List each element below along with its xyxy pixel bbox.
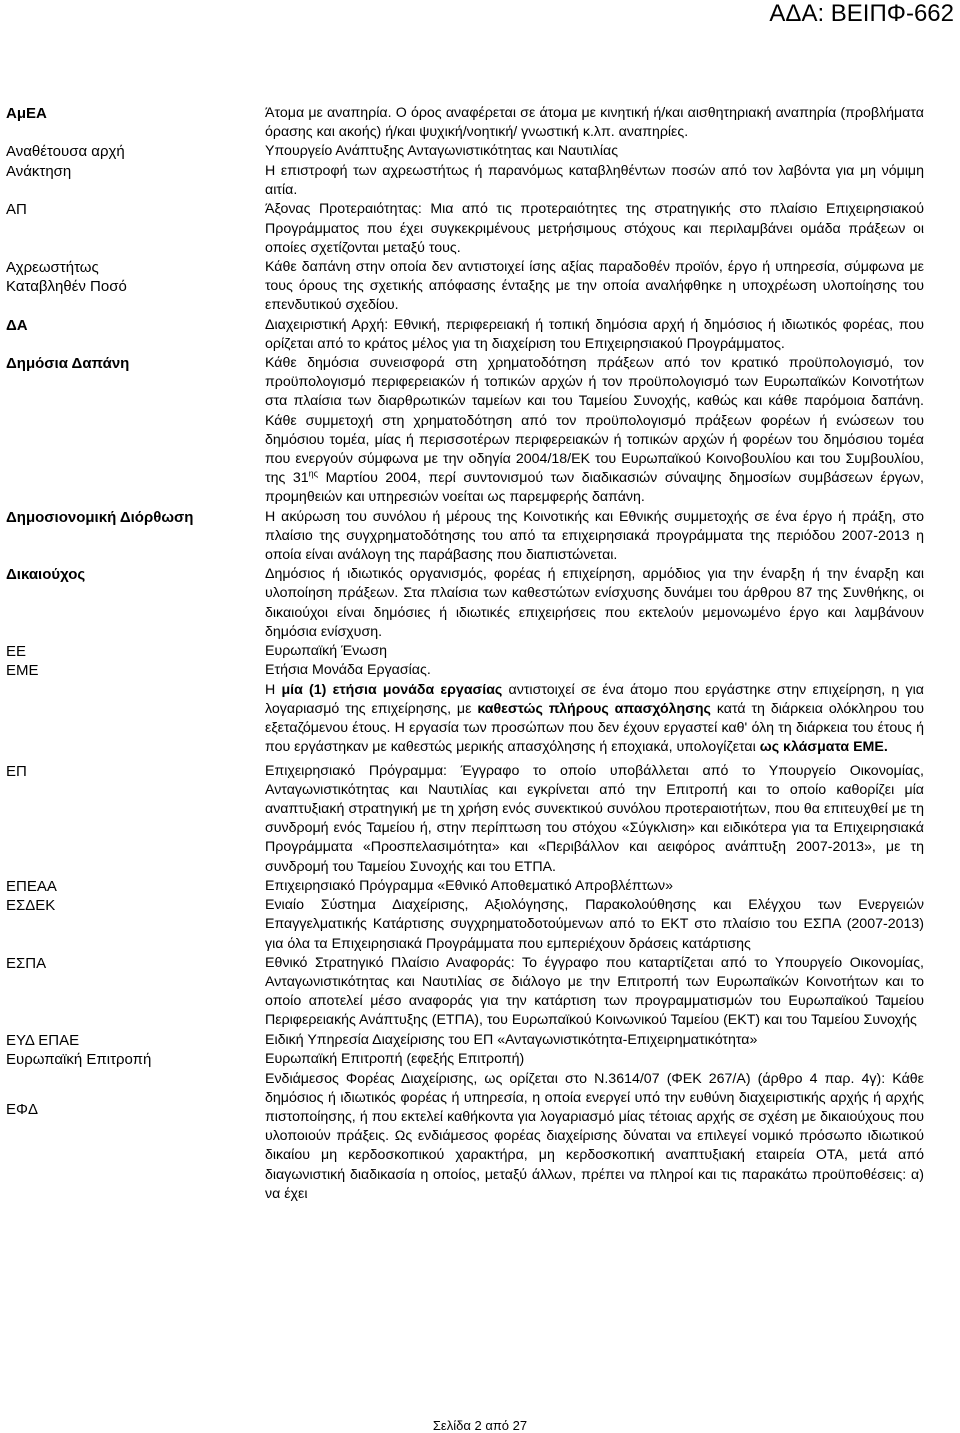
glossary-row-amea [6,104,924,142]
definition-efd: Ενδιάμεσος Φορέας Διαχείρισης, ως ορίζεται στο Ν.3614/07 (ΦΕΚ 267/Α) (άρθρο 4 παρ. 4γ): Κάθε δημόσιος ή ιδιωτικός φορέας ή υπηρεσία, η οποία ενεργεί υπό την ευθύνη διαχειριστικής αρχής ή αρχής πιστοποίησης, ή που εκτελεί καθήκοντα για λογαριασμό μίας τέτοιας αρχής σε σχέση με δικαιούχους που υλοποιούν πράξεις. Ως ενδιάμεσος φορέας διαχείρισης δύναται να επιλεγεί νομικό πρόσωπο ιδιωτικού δικαίου μη κερδοσκοπικού χαρακτήρα, μη κερδοσκοπική αναπτυξιακή εταιρεία ΟΤΑ, μετά από διαγωνιστική διαδικασία η οποίος, μεταξύ άλλων, πρέπει να πληροί και τις παρακάτω προϋποθέσεις: α) να έχει [265,1070,924,1202]
definition-eme-line1: Ετήσια Μονάδα Εργασίας. [265,662,431,679]
glossary-row-anathetousa [6,142,924,162]
term-eyd-epae: ΕΥΔ ΕΠΑΕ [6,1031,80,1049]
term-dimosionomiki: Δημοσιονομική Διόρθωση [6,508,194,526]
glossary-row-efd [6,1070,924,1204]
glossary-table [6,104,924,1204]
definition-anathetousa: Υπουργείο Ανάπτυξης Ανταγωνιστικότητας και Ναυτιλίας [265,143,619,160]
definition-espa: Εθνικό Στρατηγικό Πλαίσιο Αναφοράς: Το έγγραφο που καταρτίζεται από το Υπουργείο Οικονομίας, Ανταγωνιστικότητας και Ναυτιλίας σε διάλογο με την Επιτροπή των Ευρωπαϊκών Κοινοτήτων και το οποίο αποτελεί μέσο αναφοράς για την κατάρτιση των προγραμματισμών του Ευρωπαϊκού Ταμείου Περιφερειακής Ανάπτυξης (ΕΤΠΑ), του Ευρωπαϊκού Κοινωνικού Ταμείου (ΕΚΤ) και του Ταμείου Συνοχής [265,954,924,1029]
glossary-row-esdek [6,896,924,954]
term-dikaiouxos: Δικαιούχος [6,566,86,584]
glossary-row-espa [6,954,924,1031]
glossary-row-eur-epitropi [6,1050,924,1070]
definition-dimosia-dapani-part2: Μαρτίου 2004, περί συντονισμού των διαδικασιών σύναψης δημοσίων συμβάσεων έργων, προμηθειών και υπηρεσιών νοείται ως παρεμφερής δαπάνη. [265,470,924,506]
definition-dimosia-dapani-part1: Κάθε δημόσια συνεισφορά στη χρηματοδότηση πράξεων από τον κρατικό προϋπολογισμό, τον προϋπολογισμό περιφερειακών ή τοπικών αρχών ή τον προϋπολογισμό των Ευρωπαϊκών Κοινοτήτων στα πλαίσια των διαρθρωτικών ταμείων και του Ταμείου Συνοχής, καθώς και κάθε παρόμοια δαπάνη. Κάθε συμμετοχή στη χρηματοδότηση από τον προϋπολογισμό πράξεων φορέων ή ενώσεων του δημόσιου τομέα, μίας ή περισσοτέρων περιφερειακών ή τοπικών αρχών ή φορέων του δημόσιου τομέα που ενεργούν σύμφωνα με την οδηγία 2004/18/ΕΚ του Ευρωπαϊκού Κοινοβουλίου και του Συμβουλίου, της 31 [265,354,924,487]
term-axreostitos-line2: Καταβληθέν Ποσό [6,278,127,296]
glossary-row-anaktisi [6,162,924,200]
eme-text-a: Η [265,681,282,698]
definition-ep: Επιχειρησιακό Πρόγραμμα: Έγγραφο το οποίο υποβάλλεται από το Υπουργείο Οικονομίας, Ανταγωνιστικότητας και Ναυτιλίας και εγκρίνεται από την Επιτροπή και το οποίο καθορίζει μία αναπτυξιακή στρατηγική με τη χρήση ενός συνεκτικού συνόλου προτεραιοτήτων, που θα επιτευχθεί με τη συνδρομή ενός Ταμείου ή, στην περίπτωση του στόχου «Σύγκλιση» και ειδικότερα για τα Επιχειρησιακά Προγράμματα «Προσπελασιμότητα» και «Περιβάλλον και αειφόρος ανάπτυξη 2007-2013», με τη συνδρομή του Ταμείου Συνοχής και του ΕΤΠΑ. [265,762,924,875]
term-eur-epitropi: Ευρωπαϊκή Επιτροπή [6,1051,152,1069]
page-number: Σελίδα 2 από 27 [432,1418,528,1433]
glossary-row-dimosionomiki [6,508,924,566]
term-axreostitos-line1: Αχρεωστήτως [6,258,99,276]
term-ap: ΑΠ [6,201,27,219]
term-dimosia-dapani: Δημόσια Δαπάνη [6,354,130,372]
term-da: ΔΑ [6,316,28,334]
glossary-row-ee [6,642,924,662]
definition-eur-epitropi: Ευρωπαϊκή Επιτροπή (εφεξής Επιτροπή) [265,1051,525,1068]
definition-ee: Ευρωπαϊκή Ένωση [265,642,387,659]
definition-axreostitos: Κάθε δαπάνη στην οποία δεν αντιστοιχεί ίσης αξίας παραδοθέν προϊόν, έργο ή υπηρεσία, σύμφωνα με τους όρους της σχετικής απόφασης ένταξης με την οποία αναλήφθηκε η υποχρέωση υλοποίησης του επενδυτικού σχεδίου. [265,258,924,314]
definition-dimosionomiki: Η ακύρωση του συνόλου ή μέρους της Κοινοτικής και Εθνικής συμμετοχής σε ένα έργο ή πράξη, στο πλαίσιο της συγχρηματοδότησης του από τα επιχειρησιακά προγράμματα της περιόδου 2007-2013 η οποία είναι ανάλογη της παράβασης που διαπιστώνεται. [265,508,924,563]
ordinal-superscript: ης [308,468,319,479]
term-espa: ΕΣΠΑ [6,954,47,972]
definition-amea: Άτομα με αναπηρία. Ο όρος αναφέρεται σε άτομα με κινητική ή/και αισθητηριακή αναπηρία (προβλήματα όρασης και ακοής) ή/και ψυχική/νοητική/ γνωστική κ.λπ. αναπηρίες. [265,105,924,141]
definition-eyd-epae: Ειδική Υπηρεσία Διαχείρισης του ΕΠ «Ανταγωνιστικότητα-Επιχειρηματικότητα» [265,1031,758,1048]
term-ee: ΕΕ [6,642,27,660]
glossary-row-dikaiouxos [6,565,924,642]
definition-dikaiouxos: Δημόσιος ή ιδιωτικός οργανισμός, φορέας ή επιχείρηση, αρμόδιος για την έναρξη ή την έναρξη και υλοποίηση πράξεων. Στα πλαίσια των καθεστώτων ενίσχυσης δυνάμει του άρθρου 87 της Συνθήκης, οι δικαιούχοι είναι δημόσιες ή ιδιωτικές επιχειρήσεις που εκτελούν μεμονωμένο έργο και λαμβάνουν δημόσια ενίσχυση. [265,566,924,640]
document-code: ΑΔΑ: ΒΕΙΠΦ-662 [769,0,954,27]
glossary-row-eyd-epae [6,1031,924,1051]
definition-dimosia-dapani [265,354,924,508]
definition-esdek: Ενιαίο Σύστημα Διαχείρισης, Αξιολόγησης, Παρακολούθησης και Ελέγχου των Ενεργειών Επαγγελματικής Κατάρτισης συγχρηματοδοτούμενων από το ΕΚΤ στο πλαίσιο του ΕΣΠΑ (2007-2013) για όλα τα Επιχειρησιακά Προγράμματα που εμπεριέχουν δράσεις κατάρτισης [265,897,924,952]
definition-ap: Άξονας Προτεραιότητας: Μια από τις προτεραιότητες της στρατηγικής στο πλαίσιο Επιχειρησιακού Προγράμματος που έχει συγκεκριμένους μετρήσιμους στόχους και περιλαμβάνει ομάδα πράξεων οι οποίες σχετίζονται μεταξύ τους. [265,201,924,256]
definition-eme-paragraph [265,681,924,758]
eme-bold-fulltime: καθεστώς πλήρους απασχόλησης [477,700,711,717]
glossary-row-axreostitos [6,258,924,316]
eme-bold-unit: μία (1) ετήσια μονάδα εργασίας [281,681,503,698]
glossary-row-da [6,316,924,354]
glossary-row-epeaa [6,877,924,897]
glossary-row-dimosia-dapani [6,354,924,508]
glossary-row-eme [6,661,924,757]
glossary-row-ap [6,200,924,258]
definition-eme [265,661,924,757]
term-axreostitos [6,258,265,316]
term-eme: ΕΜΕ [6,662,39,680]
glossary-row-ep [6,762,924,877]
term-efd: ΕΦΔ [6,1100,38,1118]
definition-anaktisi: Η επιστροφή των αχρεωστήτως ή παρανόμως καταβληθέντων ποσών από τον λαβόντα για μη νόμιμη αιτία. [265,162,924,199]
eme-text-c: κατά τη διάρκεια ολόκληρου του εξεταζόμενου έτους. Η εργασία των προσώπων που δεν έχουν εργαστεί καθ' όλη τη διάρκεια του έτους ή που εργάστηκαν με καθεστώς μερικής απασχόλησης ή εποχιακά, υπολογίζεται [265,700,924,756]
term-ep: ΕΠ [6,762,27,780]
definition-epeaa: Επιχειρησιακό Πρόγραμμα «Εθνικό Αποθεματικό Απροβλέπτων» [265,877,673,894]
term-anaktisi: Ανάκτηση [6,162,72,180]
term-amea: ΑμΕΑ [6,105,47,122]
term-anathetousa: Αναθέτουσα αρχή [6,143,125,161]
term-esdek: ΕΣΔΕΚ [6,897,56,915]
definition-da: Διαχειριστική Αρχή: Εθνική, περιφερειακή ή τοπική δημόσια αρχή ή δημόσιος ή ιδιωτικός φορέας, που ορίζεται από το κράτος μέλος για τη διαχείριση του Επιχειρησιακού Προγράμματος. [265,316,924,352]
eme-bold-fractions: ως κλάσματα ΕΜΕ. [759,739,888,756]
term-epeaa: ΕΠΕΑΑ [6,877,57,895]
eme-text-b: αντιστοιχεί σε ένα άτομο που εργάστηκε στην επιχείρηση, η για λογαριασμό της επιχείρησης, με [265,681,924,717]
